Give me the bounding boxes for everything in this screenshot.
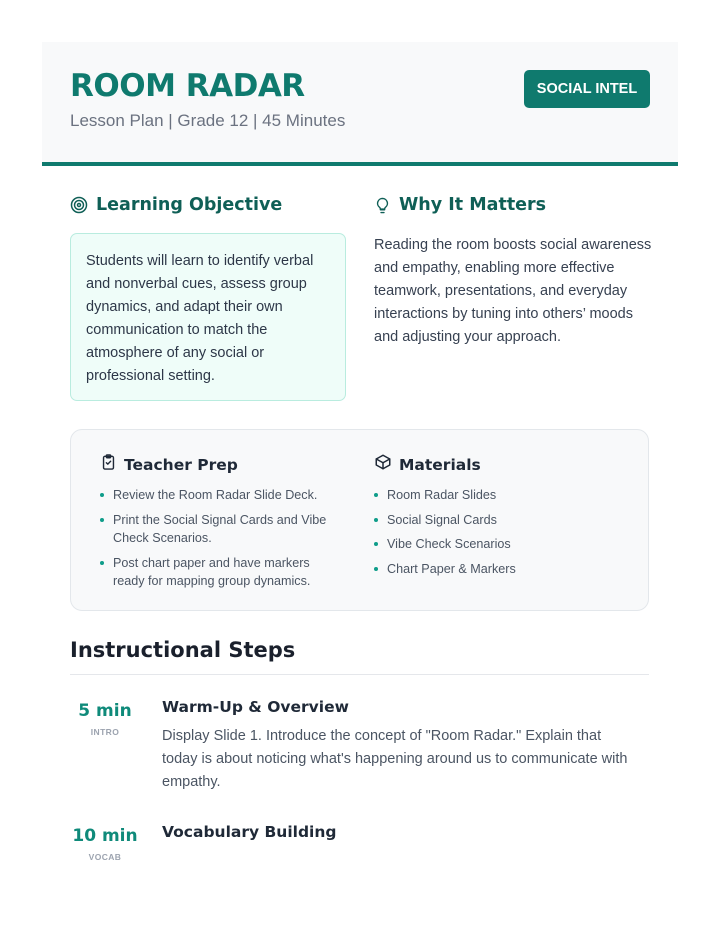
divider (70, 674, 649, 675)
step-title: Vocabulary Building (162, 823, 337, 841)
why-heading-text: Why It Matters (399, 195, 547, 215)
teacher-prep-heading (100, 453, 238, 476)
target-icon (70, 196, 88, 214)
lightbulb-icon (374, 196, 391, 215)
why-heading (374, 195, 546, 215)
why-text: Reading the room boosts social awareness and empathy, enabling more effective teamwork, presentations, and everyday interactions by tuning into others’ moods and adjusting your approach. (374, 237, 652, 345)
page-subtitle: Lesson Plan | Grade 12 | 45 Minutes (70, 111, 346, 130)
materials-heading-text: Materials (399, 455, 481, 474)
materials-heading (374, 453, 481, 476)
list-item: Print the Social Signal Cards and Vibe Check Scenarios. (100, 511, 335, 547)
objective-box (70, 233, 346, 401)
step-title: Warm-Up & Overview (162, 698, 349, 716)
step-code: VOCAB (88, 852, 122, 862)
objective-heading-text: Learning Objective (96, 195, 283, 215)
teacher-prep-list (100, 486, 335, 590)
step-code: INTRO (90, 727, 120, 737)
objective-text: Students will learn to identify verbal and nonverbal cues, assess group dynamics, and adapt their own communication to match the atmosphere of any social or professional setting. (86, 253, 314, 384)
list-item: Review the Room Radar Slide Deck. (100, 486, 335, 504)
step-duration: 5 min (78, 701, 132, 721)
list-item: Social Signal Cards (374, 511, 624, 529)
list-item: Chart Paper & Markers (374, 560, 624, 578)
step-description: Display Slide 1. Introduce the concept of "Room Radar." Explain that today is about noticing what's happening around us to communicate with empathy. (162, 728, 628, 790)
lesson-header (42, 42, 678, 166)
list-item: Post chart paper and have markers ready for mapping group dynamics. (100, 554, 335, 590)
prep-materials-card (70, 429, 649, 611)
clipboard-check-icon (100, 453, 117, 476)
materials-list (374, 486, 624, 578)
category-badge: SOCIAL INTEL (524, 70, 650, 108)
steps-heading: Instructional Steps (70, 638, 296, 662)
page-title: ROOM RADAR (70, 68, 305, 104)
teacher-prep-heading-text: Teacher Prep (124, 455, 238, 474)
list-item: Room Radar Slides (374, 486, 624, 504)
box-icon (374, 453, 392, 476)
step-duration: 10 min (72, 826, 138, 846)
objective-heading (70, 195, 282, 215)
list-item: Vibe Check Scenarios (374, 535, 624, 553)
